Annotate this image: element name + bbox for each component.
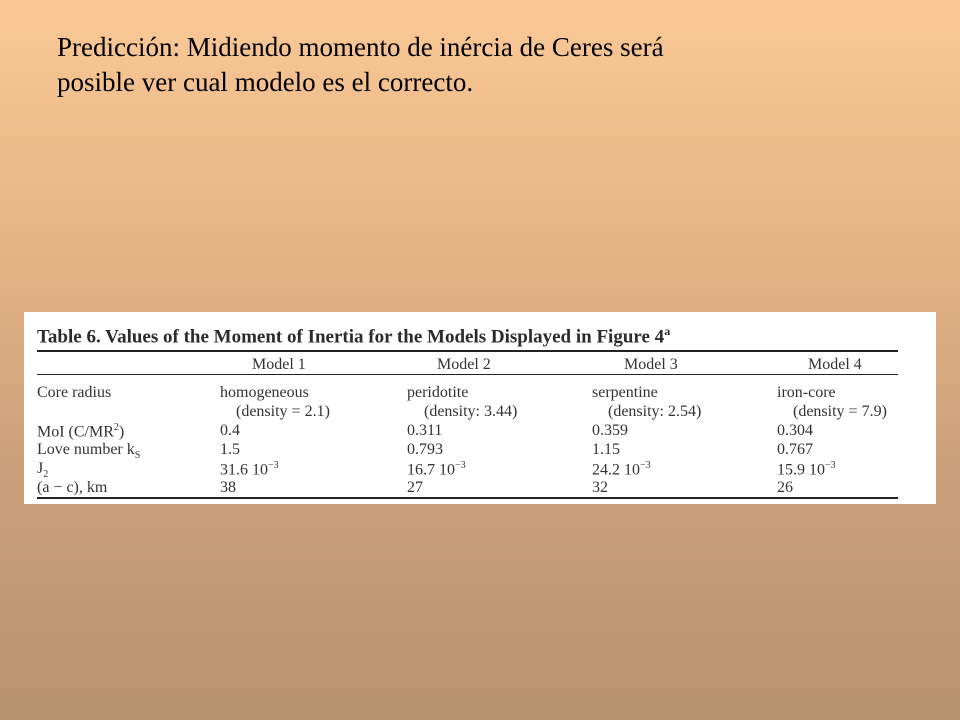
- cell-model-2: [407, 460, 466, 479]
- cell-model-2: 27: [407, 479, 423, 496]
- table-caption: [37, 324, 670, 348]
- row-label-moi-sup: 2: [113, 422, 119, 433]
- slide-title: [57, 30, 917, 100]
- column-header-model-4: Model 4: [808, 356, 862, 373]
- row-label-j2-text: J: [37, 460, 44, 477]
- cell-model-4: 0.767: [777, 441, 813, 458]
- cell-model-3: 1.15: [592, 441, 620, 458]
- row-label-j2-sub: 2: [43, 469, 49, 481]
- cell-exponent: −3: [268, 460, 279, 471]
- cell-model-3: [592, 460, 651, 479]
- moment-of-inertia-table: [24, 312, 936, 504]
- cell-value: 31.6 10: [220, 461, 268, 479]
- table-header-rule: [37, 374, 898, 375]
- cell-exponent: −3: [825, 460, 836, 471]
- cell-model-4: 0.304: [777, 422, 813, 439]
- row-label-moi-text: MoI (C/MR: [37, 423, 114, 441]
- cell-model-3: serpentine: [592, 384, 658, 401]
- cell-model-3: 32: [592, 479, 608, 496]
- cell-model-4: iron-core: [777, 384, 836, 401]
- row-label-love-number-sub: S: [134, 450, 141, 462]
- cell-model-2: peridotite: [407, 384, 469, 401]
- column-header-model-2: Model 2: [437, 356, 491, 373]
- cell-density-model-2: (density: 3.44): [424, 403, 518, 420]
- column-header-model-3: Model 3: [624, 356, 678, 373]
- cell-model-1: [220, 460, 279, 479]
- column-header-model-1: Model 1: [252, 356, 306, 373]
- row-label-j2: [37, 460, 48, 480]
- cell-density-model-4: (density = 7.9): [793, 403, 887, 420]
- row-label-a-minus-c: (a − c), km: [37, 479, 108, 496]
- table-caption-footnote: a: [664, 324, 671, 338]
- row-label-moi: [37, 422, 124, 441]
- row-label-moi-close: ): [118, 423, 125, 441]
- row-label-core-radius: Core radius: [37, 384, 112, 401]
- cell-model-1: 1.5: [220, 441, 240, 458]
- table-top-rule: [37, 350, 898, 352]
- cell-density-model-1: (density = 2.1): [236, 403, 330, 420]
- title-line-2: posible ver cual modelo es el correcto.: [57, 67, 474, 97]
- cell-model-1: 0.4: [220, 422, 240, 439]
- cell-value: 24.2 10: [592, 461, 640, 479]
- table-caption-text: Table 6. Values of the Moment of Inertia for the Models Displayed in Figure 4: [37, 326, 665, 348]
- cell-model-3: 0.359: [592, 422, 628, 439]
- cell-model-4: [777, 460, 836, 479]
- cell-exponent: −3: [455, 460, 466, 471]
- row-label-love-number: [37, 441, 140, 461]
- row-label-love-number-text: Love number k: [37, 441, 135, 458]
- cell-model-2: 0.793: [407, 441, 443, 458]
- title-line-1: Predicción: Midiendo momento de inércia de Ceres será: [57, 32, 664, 62]
- cell-value: 16.7 10: [407, 461, 455, 479]
- cell-model-1: homogeneous: [220, 384, 309, 401]
- cell-model-1: 38: [220, 479, 236, 496]
- cell-value: 15.9 10: [777, 461, 825, 479]
- cell-exponent: −3: [640, 460, 651, 471]
- cell-model-2: 0.311: [407, 422, 443, 439]
- cell-density-model-3: (density: 2.54): [608, 403, 702, 420]
- table-bottom-rule: [37, 497, 898, 499]
- cell-model-4: 26: [777, 479, 793, 496]
